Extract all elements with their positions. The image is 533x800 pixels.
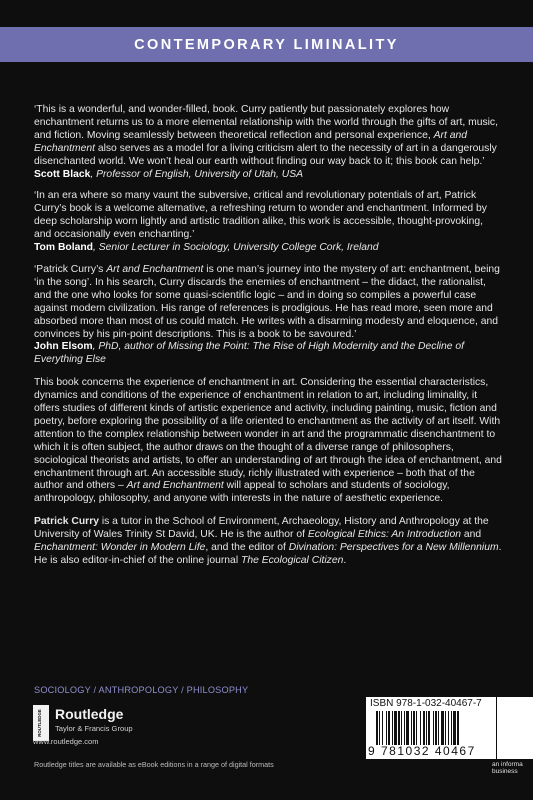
book-title-italic: Art and Enchantment [106,263,204,275]
endorser-role: , PhD, author of Missing the Point: The Rise of High Modernity and the Decline of Everything Else [34,341,465,366]
publisher-website: www.routledge.com [33,737,99,746]
barcode-bar [394,711,397,745]
book-description [34,377,502,506]
endorser-role: , Professor of English, University of Utah, USA [90,168,304,180]
endorser [34,341,502,367]
text-run: . [343,555,347,566]
barcode-bar [398,711,400,745]
book-title-italic: Art and Enchantment [34,129,467,154]
endorsement-text [34,190,502,242]
isbn-label: ISBN 978-1-032-40467-7 [370,698,482,709]
text-run: ‘This is a wonderful, and wonder-filled, book. Curry patiently but passionately explores how enchantment returns us to a more elemental relationship with the world through the gifts of art, music, and fiction. Moving seamlessly between theoretical reflection and personal experience, [34,104,498,141]
endorser [34,242,502,255]
book-title-italic: Enchantment: Wonder in Modern Life [34,542,206,554]
endorsement-text [34,104,502,169]
barcode-bar [404,711,405,745]
series-title: CONTEMPORARY LIMINALITY [134,36,399,53]
text-run: ‘In an era where so many vaunt the subversive, critical and revolutionary potentials of art, Patrick Curry’s book is a welcome alternative, a refreshing return to wonder and enchantment. Informed by deep scholarship worn lightly and artistic tradition alike, this work is accessible, thought-provoking, and occasionally even enchanting.’ [34,190,487,241]
text-run: will appeal to scholars and students of sociology, anthropology, philosophy, and anyone with interests in the nature of aesthetic experience. [34,480,450,505]
barcode-bar [453,711,456,745]
text-run: is a tutor in the School of Environment, Archaeology, History and Anthropology at the University of Wales Trinity St David, UK. He is the author of [34,516,489,541]
book-title-italic: Divination: Perspectives for a New Millennium [288,542,499,554]
isbn-barcode-box [366,697,496,759]
informa-tagline: an informa business [492,761,523,775]
barcode-bar [401,711,402,745]
barcode-bar [411,711,412,745]
endorser [34,169,502,182]
barcode-bar [441,711,444,745]
barcode-icon [370,711,492,745]
barcode-bar [448,711,449,745]
text-run: also serves as a model for a living criticism alert to the necessity of art in a dangerously disenchanted world. We won’t heal our earth without finding our way back to it; this book can help.’ [34,142,497,167]
text-run: ‘Patrick Curry’s [34,263,107,275]
barcode-bar [426,711,427,745]
barcode-number: 9 781032 40467 [368,744,476,758]
endorsement-2 [34,190,502,255]
series-banner [0,27,533,62]
author-name: Patrick Curry [34,516,99,528]
subject-categories: SOCIOLOGY / ANTHROPOLOGY / PHILOSOPHY [34,685,249,695]
barcode-bar [445,711,446,745]
barcode-bar [457,711,459,745]
endorsement-text [34,264,502,341]
text-run: and [460,529,482,541]
barcode-bar [428,711,430,745]
routledge-logo-icon [33,705,49,741]
barcode-bar [382,711,383,745]
barcode-bar [433,711,434,745]
price-barcode-box [497,697,533,759]
logo-letters: ROUTLEDGE [37,709,42,737]
endorsement-1 [34,104,502,181]
book-title-italic: Art and Enchantment [126,480,224,492]
text-run: . He is also editor-in-chief of the online journal [34,542,502,566]
text-run: This book concerns the experience of enchantment in art. Considering the essential characteristics, dynamics and conditions of the experience of enchantment in relation to art, including liminality, it offers studies of different kinds of artistic experience and activity, including painting, music, fiction and poetry, before exploring the possibility of a life oriented to enchantment as the activity of art itself. With attention to the complex relationship between wonder in art and the programmatic disenchantment to which it is often subject, the author draws on the thought of a diverse range of philosophers, sociological theorists and artists, to offer an understanding of art through the idea of enchantment, and enchantment through art. An accessible study, richly illustrated with experience – both that of the author and others – [34,377,502,492]
barcode-bar [386,711,387,745]
book-title-italic: Ecological Ethics: An Introduction [307,529,461,541]
barcode-bar [416,711,417,745]
barcode-bar [392,711,393,745]
text-run: , and the editor of [205,542,289,554]
barcode-bar [438,711,439,745]
endorser-name: John Elsom [34,341,93,353]
endorser-role: , Senior Lecturer in Sociology, University College Cork, Ireland [93,242,379,254]
barcode-bar [413,711,415,745]
endorsement-3 [34,264,502,367]
journal-title-italic: The Ecological Citizen [241,555,344,566]
barcode-bar [435,711,437,745]
barcode-bar [379,711,380,745]
text-run: is one man’s journey into the mystery of art: enchantment, being ‘in the song’. In his search, Curry discards the enemies of enchantment – the didact, the rationalist, and the one who looks for some quasi-scientific logic – and in doing so compiles a powerful case against modern civilization. His range of references is prodigious. He has read more, seen more and absorbed more than most of us could match. He writes with a disarming modesty and eloquence, and convinces by his pin-point descriptions. This is a book to be savoured.’ [34,263,500,340]
barcode-bar [423,711,425,745]
endorser-name: Scott Black [34,168,91,180]
ebook-notice: Routledge titles are available as eBook editions in a range of digital formats [34,760,274,769]
endorser-name: Tom Boland [34,242,93,254]
barcode-bar [406,711,409,745]
publisher-group: Taylor & Francis Group [55,724,133,733]
back-cover-text [34,104,502,568]
barcode-bar [451,711,452,745]
barcode-bar [388,711,390,745]
barcode-bar [376,711,378,745]
publisher-name: Routledge [55,706,124,722]
author-bio [34,516,502,568]
barcode-bar [420,711,421,745]
